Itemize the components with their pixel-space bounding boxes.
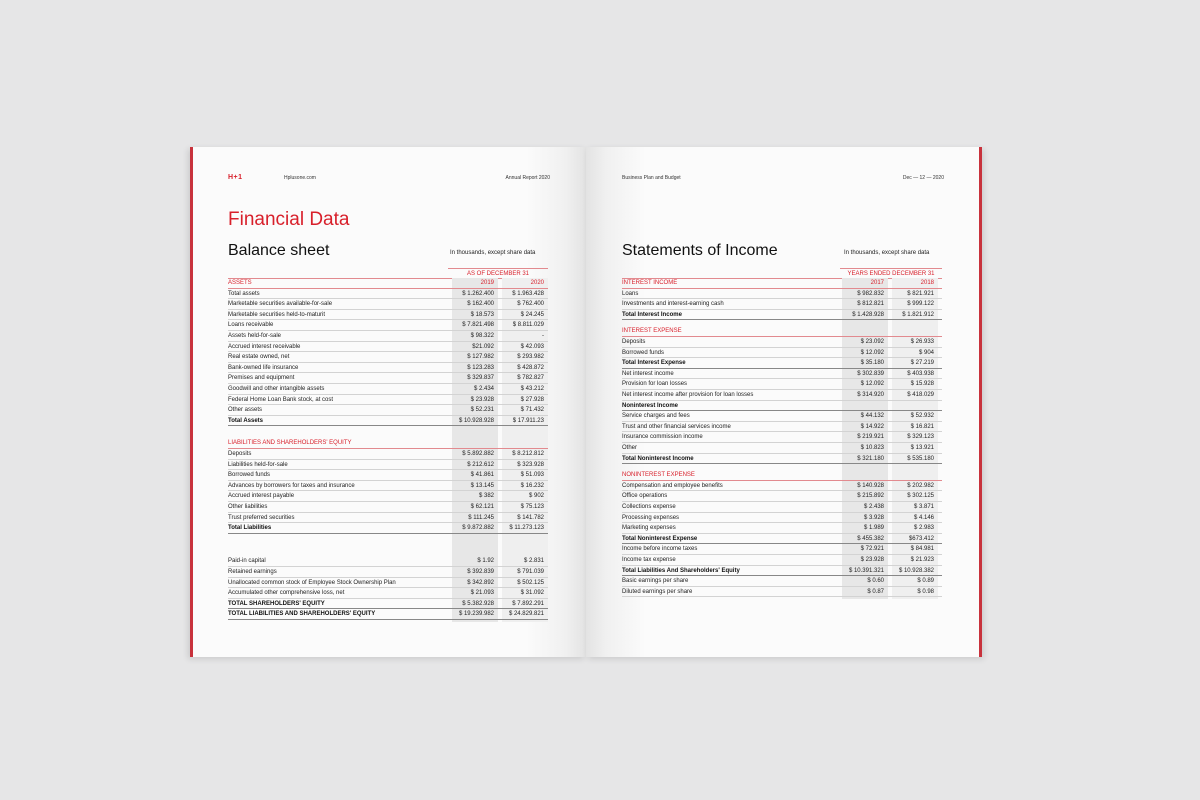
row-value-1: $ 329.837 xyxy=(467,375,494,382)
company-logo: H+1 xyxy=(228,174,243,181)
row-value-2: $ 2.831 xyxy=(523,558,544,565)
row-value-2: - xyxy=(542,333,544,339)
row-value-2: $ 71.432 xyxy=(520,407,544,414)
row-label: Diluted earnings per share xyxy=(622,588,693,595)
header-left-label: Business Plan and Budget xyxy=(622,175,681,181)
row-divider xyxy=(228,341,548,342)
row-divider xyxy=(622,431,942,432)
row-value-1: $ 98.322 xyxy=(470,333,494,339)
row-value-1: $ 5.892.882 xyxy=(462,451,494,457)
row-value-2: $ 31.092 xyxy=(520,590,544,597)
row-divider xyxy=(622,410,942,411)
row-value-1: $ 13.145 xyxy=(470,482,494,489)
row-value-1: $ 35.180 xyxy=(860,360,884,367)
row-value-1: $ 111.245 xyxy=(468,514,494,521)
row-label: Income tax expense xyxy=(622,557,676,563)
row-label: Other xyxy=(622,445,638,451)
row-label: Compensation and employee benefits xyxy=(622,482,723,489)
row-label: Total Noninterest Expense xyxy=(622,535,698,542)
row-divider xyxy=(622,565,942,566)
row-value-2: $ 7.892.291 xyxy=(512,600,544,607)
row-value-1: $ 455.382 xyxy=(857,535,884,542)
row-value-1: $ 1.92 xyxy=(477,558,494,565)
row-value-2: $673.412 xyxy=(908,535,934,542)
row-label: Deposits xyxy=(228,451,252,457)
row-label: Advances by borrowers for taxes and insurance xyxy=(228,482,355,489)
section-heading-line xyxy=(622,480,942,481)
row-label: Assets held-for-sale xyxy=(228,333,282,339)
row-divider xyxy=(228,459,548,460)
row-divider xyxy=(622,512,942,513)
row-value-2: $ 329.123 xyxy=(907,434,934,441)
section-heading: ASSETS xyxy=(228,280,252,286)
row-value-2: $ 24.245 xyxy=(520,311,544,318)
website-label: Hplusone.com xyxy=(284,175,316,181)
period-label: AS OF DECEMBER 31 xyxy=(466,271,529,277)
row-value-2: $ 8.811.029 xyxy=(512,322,544,329)
row-divider xyxy=(622,400,942,401)
row-value-1: $ 123.283 xyxy=(467,364,494,371)
row-divider xyxy=(228,598,548,599)
row-divider xyxy=(228,351,548,352)
row-value-2: $ 84.981 xyxy=(910,546,934,553)
row-label: Total Liabilities And Shareholders' Equity xyxy=(622,567,740,574)
period-top-line xyxy=(840,268,942,269)
row-value-1: $ 321.180 xyxy=(857,455,884,462)
row-divider xyxy=(622,543,942,544)
row-value-2: $ 16.232 xyxy=(520,482,544,489)
row-value-2: $ 502.125 xyxy=(517,579,544,586)
row-label: Net interest income xyxy=(622,370,674,377)
row-divider xyxy=(622,357,942,358)
right-page xyxy=(586,147,982,657)
row-label: Income before income taxes xyxy=(622,546,698,553)
row-divider xyxy=(228,319,548,320)
row-value-2: $ 0.89 xyxy=(917,578,934,585)
row-label: Loans xyxy=(622,290,639,297)
row-divider xyxy=(228,309,548,310)
row-value-1: $ 2.434 xyxy=(473,386,494,392)
period-top-line xyxy=(448,268,548,269)
row-divider xyxy=(622,309,942,310)
left-page xyxy=(190,147,586,657)
row-divider xyxy=(622,319,942,320)
row-value-1: $ 72.921 xyxy=(860,546,884,553)
row-label: Collections expense xyxy=(622,504,676,510)
row-label: Retained earnings xyxy=(228,569,277,575)
row-label: Federal Home Loan Bank stock, at cost xyxy=(228,396,334,403)
row-divider xyxy=(228,490,548,491)
row-value-1: $ 12.092 xyxy=(860,349,884,356)
row-label: Processing expenses xyxy=(622,514,680,521)
left-page-edge-stripe xyxy=(190,147,193,657)
row-label: Net interest income after provision for loan losses xyxy=(622,392,754,398)
row-divider xyxy=(228,587,548,588)
row-value-1: $ 7.821.498 xyxy=(462,322,494,329)
row-value-1: $ 140.928 xyxy=(857,482,884,489)
column-year-1: 2019 xyxy=(480,280,494,286)
row-value-2: $ 10.928.382 xyxy=(898,567,934,574)
row-value-1: $ 392.839 xyxy=(467,569,494,575)
row-label: Total Noninterest Income xyxy=(622,455,694,462)
row-value-1: $ 14.922 xyxy=(860,423,884,430)
row-divider xyxy=(622,298,942,299)
row-label: Marketable securities held-to-maturit xyxy=(228,311,326,318)
row-value-2: $ 999.122 xyxy=(907,301,934,308)
row-value-1: $ 1.989 xyxy=(863,525,884,532)
row-label: Paid-in capital xyxy=(228,558,266,565)
row-value-1: $ 2.438 xyxy=(863,504,884,510)
row-label: Other liabilities xyxy=(228,504,268,510)
row-divider xyxy=(228,577,548,578)
section-heading-line xyxy=(622,288,942,289)
row-value-1: $21.092 xyxy=(472,343,494,350)
row-label: Investments and interest-earning cash xyxy=(622,301,724,308)
row-divider xyxy=(228,469,548,470)
row-value-1: $ 23.092 xyxy=(860,339,884,345)
row-divider xyxy=(622,378,942,379)
row-value-1: $ 382 xyxy=(478,493,494,500)
row-divider xyxy=(228,522,548,523)
column-year-1: 2017 xyxy=(870,280,884,286)
row-label: Insurance commission income xyxy=(622,434,703,441)
row-divider xyxy=(622,586,942,587)
row-divider xyxy=(228,330,548,331)
row-label: Marketing expenses xyxy=(622,525,676,532)
row-divider xyxy=(228,533,548,534)
row-value-2: $ 15.928 xyxy=(910,381,934,388)
header-right-label: Annual Report 2020 xyxy=(505,175,550,181)
row-value-1: $ 52.231 xyxy=(470,407,494,414)
section-heading-line xyxy=(622,336,942,337)
row-divider xyxy=(622,554,942,555)
row-value-2: $ 21.923 xyxy=(910,557,934,563)
row-label: Trust and other financial services income xyxy=(622,423,731,430)
row-value-2: $ 428.872 xyxy=(517,364,544,371)
row-value-2: $ 2.983 xyxy=(913,525,934,532)
row-label: Total Liabilities xyxy=(228,525,272,532)
row-value-2: $ 1.821.912 xyxy=(902,311,934,318)
row-value-1: $ 3.928 xyxy=(863,514,884,521)
row-value-2: $ 75.123 xyxy=(520,504,544,510)
row-value-1: $ 21.093 xyxy=(470,590,494,597)
section-heading-line xyxy=(228,288,548,289)
row-value-1: $ 219.921 xyxy=(857,434,884,441)
row-label: Deposits xyxy=(622,339,646,345)
period-label: YEARS ENDED DECEMBER 31 xyxy=(847,271,935,277)
row-value-2: $ 17.911.23 xyxy=(512,417,544,424)
section-heading: INTEREST INCOME xyxy=(622,280,678,286)
row-value-2: $ 13.921 xyxy=(910,445,934,451)
row-label: Accumulated other comprehensive loss, net xyxy=(228,590,345,597)
row-label: Basic earnings per share xyxy=(622,578,689,585)
row-value-2: $ 535.180 xyxy=(907,455,934,462)
row-value-1: $ 812.821 xyxy=(857,301,884,308)
section-heading: INTEREST EXPENSE xyxy=(622,328,682,335)
row-label: Office operations xyxy=(622,493,668,500)
row-value-1: $ 10.391.321 xyxy=(848,567,884,574)
column-header-top-line xyxy=(228,278,548,279)
row-value-2: $ 16.821 xyxy=(910,423,934,430)
row-label: Marketable securities available-for-sale xyxy=(228,301,333,308)
row-value-1: $ 9.872.882 xyxy=(462,525,494,532)
row-value-2: $ 52.932 xyxy=(910,413,934,420)
row-divider xyxy=(622,501,942,502)
row-value-1: $ 12.092 xyxy=(860,381,884,388)
row-value-1: $ 23.928 xyxy=(860,557,884,563)
row-value-1: $ 212.612 xyxy=(467,461,494,468)
row-divider xyxy=(228,404,548,405)
row-value-1: $ 18.573 xyxy=(470,311,494,318)
section-heading: NONINTEREST EXPENSE xyxy=(622,472,695,479)
row-value-1: $ 162.400 xyxy=(467,301,494,308)
row-divider xyxy=(228,415,548,416)
row-divider xyxy=(622,453,942,454)
row-value-2: $ 0.98 xyxy=(917,588,934,595)
row-value-2: $ 27.928 xyxy=(520,396,544,403)
row-label: Borrowed funds xyxy=(228,472,271,479)
row-value-2: $ 26.933 xyxy=(910,339,934,345)
row-value-2: $ 403.938 xyxy=(907,370,934,377)
column-year-2: 2018 xyxy=(920,280,934,286)
brochure-spread xyxy=(190,147,982,657)
row-value-1: $ 127.982 xyxy=(467,354,494,361)
row-divider xyxy=(228,425,548,426)
row-label: Other assets xyxy=(228,407,263,414)
row-divider xyxy=(228,480,548,481)
row-value-2: $ 782.827 xyxy=(517,375,544,382)
row-value-2: $ 11.273.123 xyxy=(509,525,544,532)
row-value-1: $ 10.928.928 xyxy=(458,417,494,424)
row-label: Unallocated common stock of Employee Stock Ownership Plan xyxy=(228,579,396,586)
row-divider xyxy=(622,368,942,369)
row-divider xyxy=(622,463,942,464)
row-label: TOTAL SHAREHOLDERS' EQUITY xyxy=(228,600,325,607)
row-value-1: $ 62.121 xyxy=(470,504,494,510)
row-value-1: $ 44.132 xyxy=(860,413,884,420)
row-divider xyxy=(228,362,548,363)
row-value-2: $ 1.963.428 xyxy=(512,290,544,297)
row-label: TOTAL LIABILITIES AND SHAREHOLDERS' EQUITY xyxy=(228,611,376,618)
row-value-1: $ 314.920 xyxy=(857,392,884,398)
row-value-2: $ 293.982 xyxy=(517,354,544,361)
row-value-2: $ 8.212.812 xyxy=(512,451,544,457)
row-label: Accrued interest receivable xyxy=(228,343,301,350)
row-divider xyxy=(228,501,548,502)
row-value-2: $ 3.871 xyxy=(913,504,934,510)
header-date-label: Dec — 12 — 2020 xyxy=(902,175,944,181)
row-divider xyxy=(622,522,942,523)
row-divider xyxy=(622,389,942,390)
row-value-2: $ 791.039 xyxy=(517,569,544,575)
section-heading: LIABILITIES AND SHAREHOLDERS' EQUITY xyxy=(228,440,352,447)
row-label: Goodwill and other intangible assets xyxy=(228,386,325,392)
row-value-2: $ 4.146 xyxy=(913,514,934,521)
row-value-1: $ 0.87 xyxy=(867,588,884,595)
row-value-1: $ 1.262.400 xyxy=(462,290,494,297)
row-divider xyxy=(622,490,942,491)
row-value-2: $ 27.219 xyxy=(910,360,934,367)
row-divider xyxy=(228,566,548,567)
row-divider xyxy=(228,608,548,609)
row-value-2: $ 302.125 xyxy=(907,493,934,500)
row-value-1: $ 982.832 xyxy=(857,290,884,297)
table-title: Statements of Income xyxy=(622,242,778,259)
column-year-2: 2020 xyxy=(530,280,544,286)
row-value-2: $ 24.829.821 xyxy=(508,611,544,618)
row-value-2: $ 323.928 xyxy=(517,461,544,468)
row-divider xyxy=(622,442,942,443)
row-label: Total Assets xyxy=(228,417,264,424)
row-label: Provision for loan losses xyxy=(622,381,688,388)
row-divider xyxy=(622,421,942,422)
row-divider xyxy=(622,533,942,534)
row-divider xyxy=(622,347,942,348)
row-value-2: $ 43.212 xyxy=(520,386,544,392)
row-label: Borrowed funds xyxy=(622,349,665,356)
row-value-1: $ 5.382.928 xyxy=(462,600,494,607)
row-divider xyxy=(228,619,548,620)
row-value-2: $ 202.982 xyxy=(907,482,934,489)
row-value-1: $ 19.239.982 xyxy=(458,611,494,618)
units-note: In thousands, except share data xyxy=(844,250,930,256)
row-value-2: $ 904 xyxy=(918,349,934,356)
row-label: Noninterest Income xyxy=(622,402,679,409)
row-divider xyxy=(622,596,942,597)
row-value-1: $ 41.861 xyxy=(470,472,494,479)
section-heading-line xyxy=(228,448,548,449)
row-label: Bank-owned life insurance xyxy=(228,364,299,371)
table-title: Balance sheet xyxy=(228,242,330,259)
row-label: Service charges and fees xyxy=(622,413,690,420)
right-page-edge-stripe xyxy=(979,147,982,657)
units-note: In thousands, except share data xyxy=(450,250,536,256)
row-label: Total Interest Expense xyxy=(622,360,686,367)
row-value-2: $ 51.093 xyxy=(520,472,544,479)
section-title: Financial Data xyxy=(228,209,350,230)
row-value-1: $ 1.428.928 xyxy=(852,311,884,318)
row-value-1: $ 215.892 xyxy=(857,493,884,500)
row-label: Trust preferred securities xyxy=(228,514,295,521)
row-divider xyxy=(228,383,548,384)
row-divider xyxy=(228,372,548,373)
row-label: Accrued interest payable xyxy=(228,493,295,500)
row-label: Liabilities held-for-sale xyxy=(228,461,288,468)
row-value-1: $ 10.823 xyxy=(860,445,884,451)
row-label: Loans receivable xyxy=(228,322,274,329)
row-label: Total assets xyxy=(228,290,260,297)
row-label: Premises and equipment xyxy=(228,375,295,382)
row-label: Total Interest Income xyxy=(622,311,682,318)
row-label: Real estate owned, net xyxy=(228,354,290,361)
row-divider xyxy=(622,575,942,576)
row-value-2: $ 762.400 xyxy=(517,301,544,308)
row-value-1: $ 342.892 xyxy=(467,579,494,586)
row-value-1: $ 23.928 xyxy=(470,396,494,403)
row-value-2: $ 821.921 xyxy=(907,290,934,297)
row-value-2: $ 141.782 xyxy=(517,514,544,521)
row-divider xyxy=(228,298,548,299)
row-value-2: $ 418.029 xyxy=(907,392,934,398)
row-value-1: $ 0.60 xyxy=(867,578,884,585)
row-value-1: $ 302.839 xyxy=(857,370,884,377)
row-divider xyxy=(228,512,548,513)
row-divider xyxy=(228,394,548,395)
row-value-2: $ 42.093 xyxy=(520,343,544,350)
row-value-2: $ 902 xyxy=(528,493,544,500)
